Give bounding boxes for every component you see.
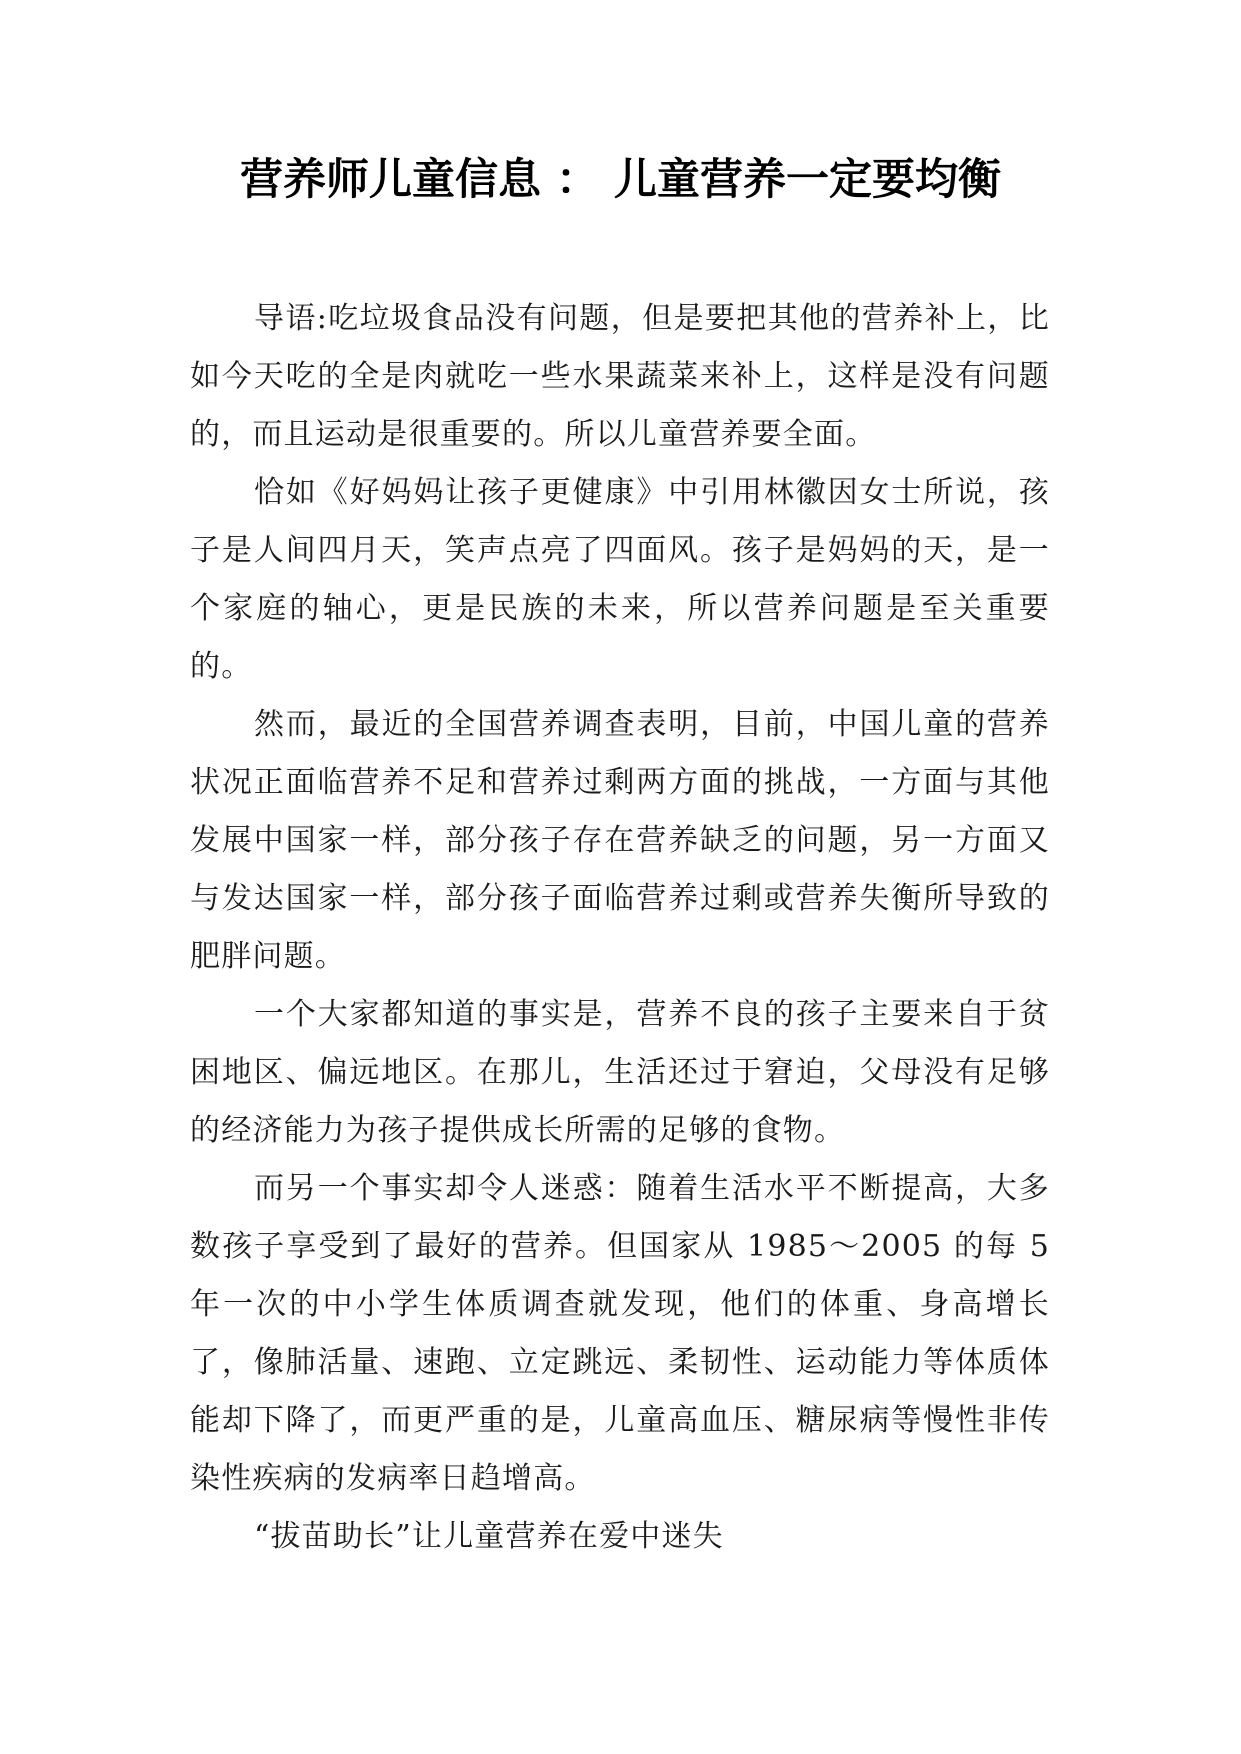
paragraph-subheading: “拔苗助长”让儿童营养在爱中迷失 [254, 1519, 724, 1554]
paragraph-survey: 然而，最近的全国营养调查表明，目前，中国儿童的营养状况正面临营养不足和营养过剩两方面的挑战，一方面与其他发展中国家一样，部分孩子存在营养缺乏的问题，另一方面又与发达国家一样，部分孩子面临营养过剩或营养失衡所导致的肥胖问题。 [190, 707, 1050, 974]
document-title: 营养师儿童信息 ： 儿童营养一定要均衡 [240, 155, 1001, 205]
paragraph-intro: 导语:吃垃圾食品没有问题，但是要把其他的营养补上，比如今天吃的全是肉就吃一些水果蔬菜来补上，这样是没有问题的，而且运动是很重要的。所以儿童营养要全面。 [190, 301, 1050, 452]
paragraph-fact-health: 而另一个事实却令人迷惑：随着生活水平不断提高，大多数孩子享受到了最好的营养。但国家从 1985～2005 的每 5 年一次的中小学生体质调查就发现，他们的体重、身高增长了，像肺活量、速跑、立定跳远、柔韧性、运动能力等体质体能却下降了，而更严重的是，儿童高血压、糖尿病等慢性非传染性疾病的发病率日趋增高。 [190, 1171, 1050, 1496]
paragraph-quote: 恰如《好妈妈让孩子更健康》中引用林徽因女士所说，孩子是人间四月天，笑声点亮了四面风。孩子是妈妈的天，是一个家庭的轴心，更是民族的未来，所以营养问题是至关重要的。 [190, 475, 1050, 684]
document-body [190, 290, 1050, 1566]
paragraph-fact-poverty: 一个大家都知道的事实是，营养不良的孩子主要来自于贫困地区、偏远地区。在那儿，生活还过于窘迫，父母没有足够的经济能力为孩子提供成长所需的足够的食物。 [190, 997, 1050, 1148]
